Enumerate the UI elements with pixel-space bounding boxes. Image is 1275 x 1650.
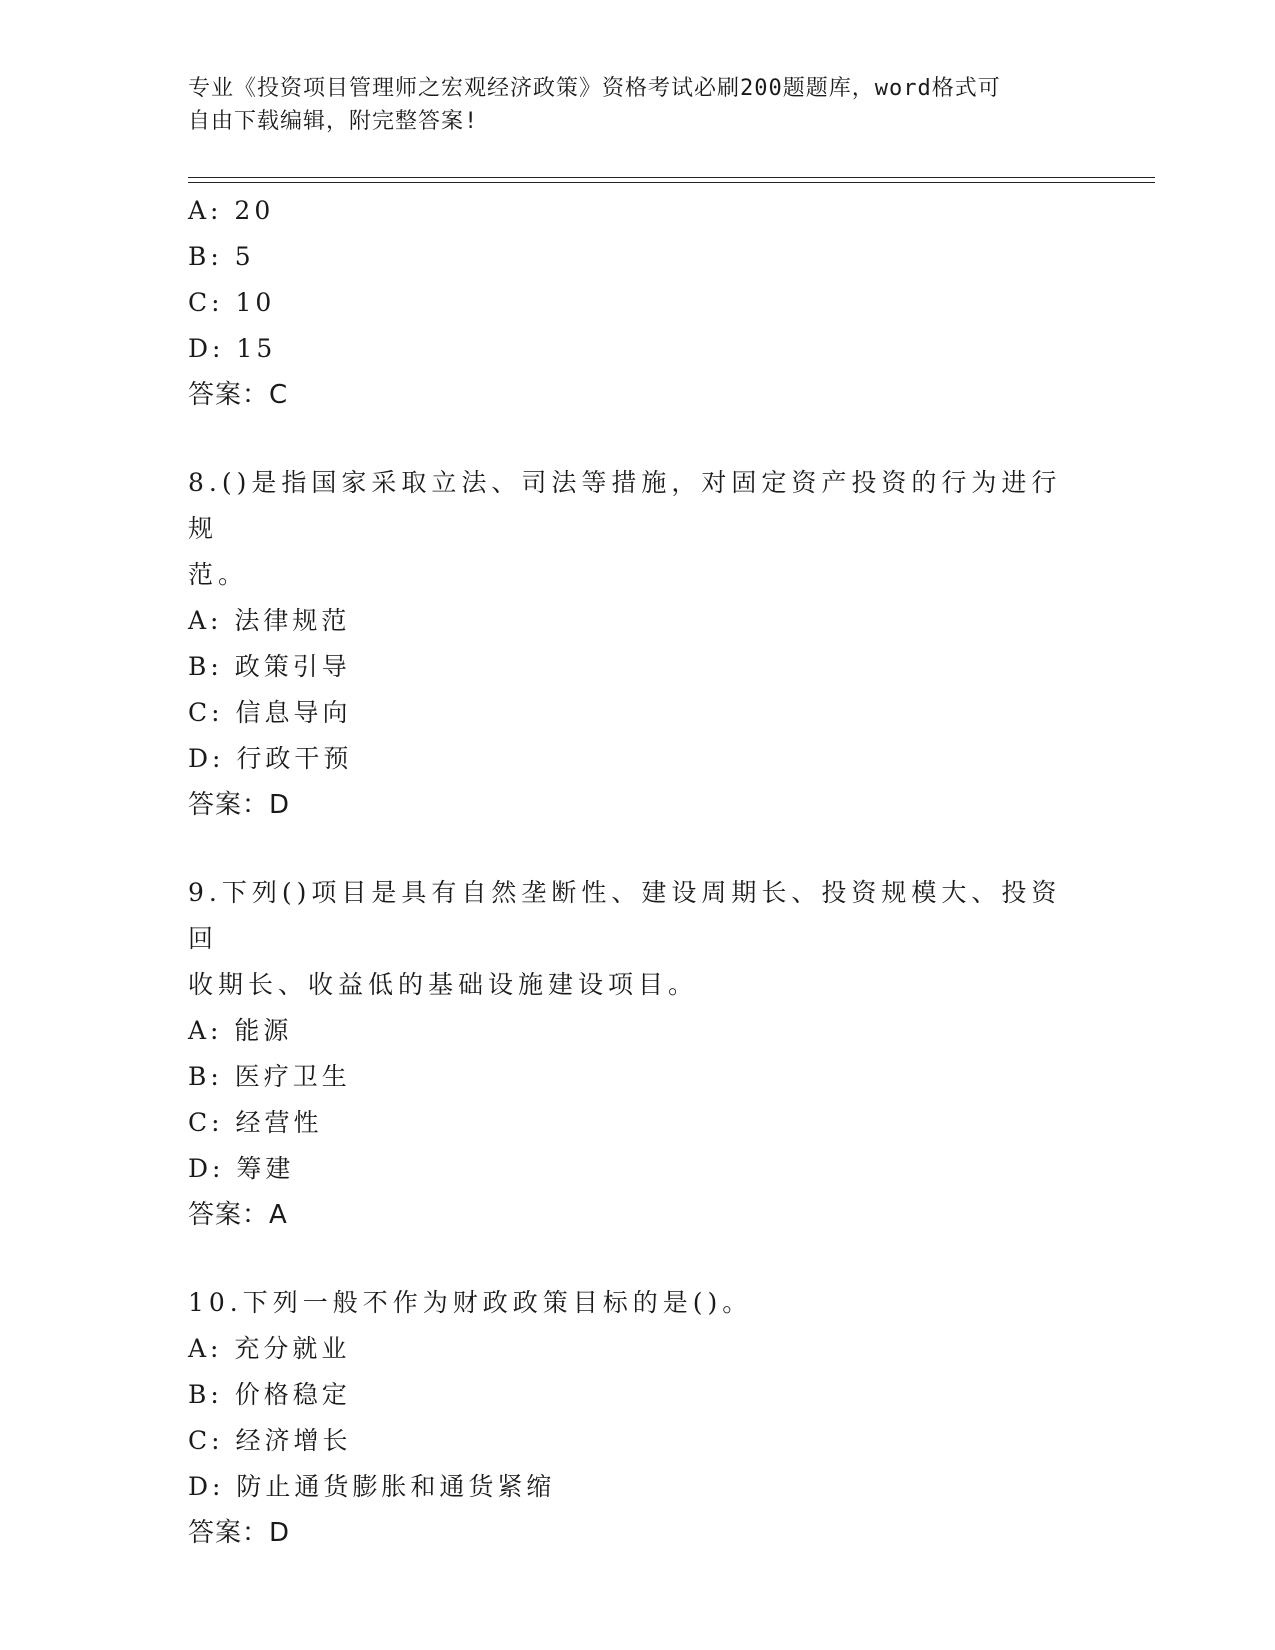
answer-line: 答案：C (188, 380, 289, 410)
question-stem: 10.下列一般不作为财政政策目标的是()。 (188, 1288, 753, 1317)
question-stem-continuation: 收期长、收益低的基础设施建设项目。 (188, 970, 699, 999)
question-stem: 8.()是指国家采取立法、司法等措施，对固定资产投资的行为进行规 (188, 468, 1062, 543)
option-c: C: 10 (188, 288, 276, 317)
option-a: A: 充分就业 (188, 1334, 351, 1363)
question-list (188, 188, 1068, 1556)
header-divider-bottom (188, 182, 1155, 183)
option-d: D: 筹建 (188, 1154, 295, 1183)
question-block-10 (188, 1280, 1068, 1556)
option-c: C: 信息导向 (188, 698, 352, 727)
question-stem-continuation: 范。 (188, 560, 249, 589)
answer-line: 答案：A (188, 1200, 288, 1230)
question-block-8 (188, 460, 1068, 828)
option-d: D: 行政干预 (188, 744, 353, 773)
option-c: C: 经营性 (188, 1108, 323, 1137)
option-b: B: 5 (188, 242, 255, 271)
question-block-9 (188, 870, 1068, 1238)
answer-line: 答案：D (188, 790, 291, 820)
header-title-line-1: 专业《投资项目管理师之宏观经济政策》资格考试必刷200题题库，word格式可 (188, 76, 1001, 101)
option-a: A: 能源 (188, 1016, 293, 1045)
option-d: D: 15 (188, 334, 277, 363)
option-b: B: 政策引导 (188, 652, 351, 681)
header-divider-top (188, 177, 1155, 178)
option-b: B: 价格稳定 (188, 1380, 351, 1409)
option-a: A: 法律规范 (188, 606, 351, 635)
question-block-7 (188, 188, 1068, 418)
question-stem: 9.下列()项目是具有自然垄断性、建设周期长、投资规模大、投资回 (188, 878, 1062, 953)
document-header (188, 72, 1068, 138)
option-d: D: 防止通货膨胀和通货紧缩 (188, 1472, 556, 1501)
option-a: A: 20 (188, 196, 275, 225)
option-b: B: 医疗卫生 (188, 1062, 351, 1091)
option-c: C: 经济增长 (188, 1426, 352, 1455)
answer-line: 答案：D (188, 1518, 291, 1548)
header-title-line-2: 自由下载编辑，附完整答案! (188, 109, 479, 134)
